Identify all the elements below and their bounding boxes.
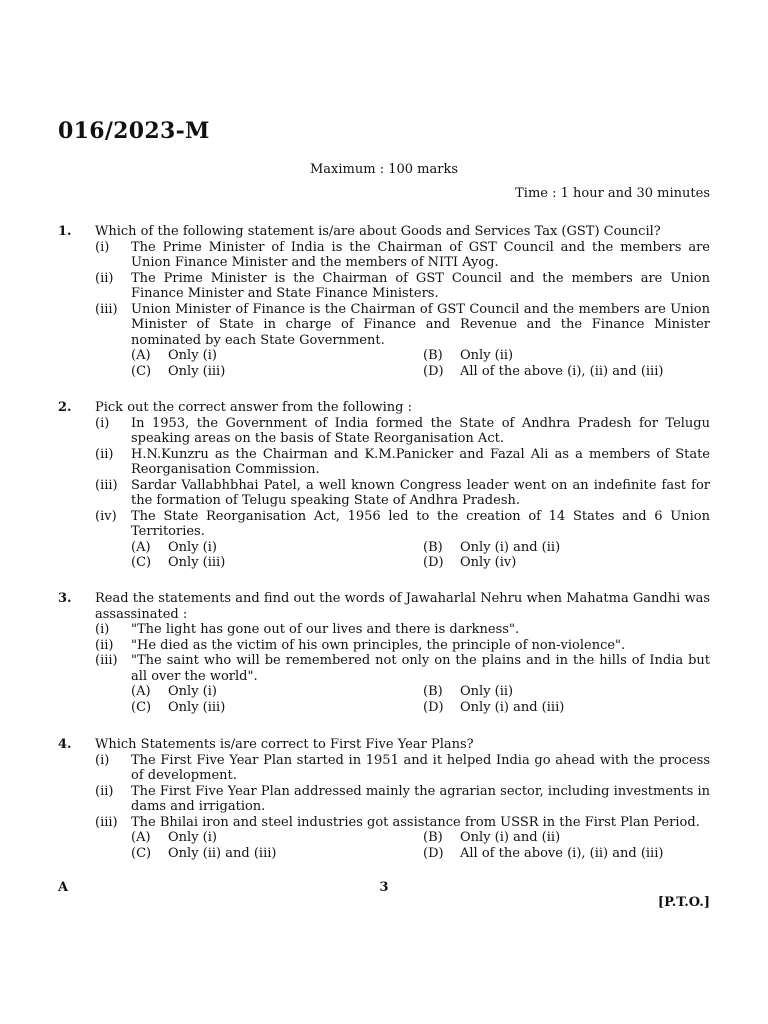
statement-text: In 1953, the Government of India formed the State of Andhra Pradesh for Telugu speaking areas on the basis of State Reorganisation Act. <box>131 415 710 446</box>
option-a <box>131 540 423 556</box>
question-2 <box>58 400 710 571</box>
option-text: Only (i) <box>168 539 217 555</box>
question-text: Which of the following statement is/are about Goods and Services Tax (GST) Council? <box>95 224 661 239</box>
question-number: 2. <box>58 400 72 415</box>
option-text: All of the above (i), (ii) and (iii) <box>460 363 664 379</box>
option-text: Only (iii) <box>168 363 226 379</box>
option-text: Only (i) <box>168 684 217 699</box>
statement-number: (iii) <box>95 301 118 317</box>
question-paper-code: 016/2023-M <box>58 118 210 144</box>
statement <box>95 784 710 815</box>
option-label: (C) <box>131 555 152 570</box>
option-text: All of the above (i), (ii) and (iii) <box>460 845 664 861</box>
option-label: (B) <box>423 539 443 555</box>
statement-number: (iii) <box>95 477 118 493</box>
option-text: Only (i) and (ii) <box>460 830 561 845</box>
option-b <box>423 348 710 364</box>
option-label: (D) <box>423 699 444 715</box>
statement <box>95 416 710 447</box>
page-number: 3 <box>379 880 389 895</box>
option-text: Only (ii) <box>460 348 514 363</box>
question-number: 1. <box>58 224 72 239</box>
option-c <box>131 846 423 862</box>
statement <box>95 753 710 784</box>
option-a <box>131 348 423 364</box>
statement <box>95 447 710 478</box>
option-label: (D) <box>423 555 444 570</box>
statement-text: The Prime Minister of India is the Chairman of GST Council and the members are Union Finance Minister and the members of NITI Ayog. <box>131 239 710 270</box>
maximum-marks: Maximum : 100 marks <box>309 162 458 177</box>
option-d <box>423 555 710 571</box>
statement-number: (iii) <box>95 653 118 668</box>
statement <box>95 240 710 271</box>
answer-options <box>131 348 710 379</box>
question-number: 4. <box>58 737 72 752</box>
statement-number: (ii) <box>95 270 114 286</box>
statement <box>95 302 710 349</box>
statement-text: "The saint who will be remembered not only on the plains and in the hills of India but all over the world". <box>131 653 710 684</box>
option-text: Only (iii) <box>168 699 226 715</box>
option-c <box>131 555 423 571</box>
statement-text: The Prime Minister is the Chairman of GST Council and the members are Union Finance Minister and State Finance Ministers. <box>131 270 710 301</box>
option-label: (C) <box>131 363 152 379</box>
option-label: (D) <box>423 363 444 379</box>
statement-text: "He died as the victim of his own principles, the principle of non-violence". <box>131 637 626 653</box>
option-b <box>423 540 710 556</box>
option-d <box>423 364 710 380</box>
statement-text: The First Five Year Plan started in 1951 and it helped India go ahead with the process of development. <box>131 752 710 783</box>
statement-text: "The light has gone out of our lives and there is darkness". <box>131 622 520 637</box>
option-text: Only (i) and (iii) <box>460 699 565 715</box>
option-label: (B) <box>423 684 443 699</box>
question-text: Which Statements is/are correct to First Five Year Plans? <box>95 737 474 752</box>
statement-number: (iv) <box>95 508 117 524</box>
please-turn-over: [P.T.O.] <box>657 895 710 910</box>
statement-text: The State Reorganisation Act, 1956 led to the creation of 14 States and 6 Union Territories. <box>131 508 710 539</box>
option-label: (D) <box>423 845 444 861</box>
option-label: (A) <box>131 830 151 845</box>
statement-text: The Bhilai iron and steel industries got assistance from USSR in the First Plan Period. <box>131 814 700 830</box>
option-d <box>423 700 710 716</box>
option-label: (B) <box>423 830 443 845</box>
statement-text: Sardar Vallabhbhai Patel, a well known Congress leader went on an indefinite fast for the formation of Telugu speaking State of Andhra Pradesh. <box>131 477 710 508</box>
question-text: Pick out the correct answer from the following : <box>95 400 413 415</box>
statement <box>95 638 710 654</box>
question-1 <box>58 224 710 379</box>
statement-text: H.N.Kunzru as the Chairman and K.M.Panicker and Fazal Ali as a members of State Reorganisation Commission. <box>131 446 710 477</box>
option-text: Only (i) and (ii) <box>460 539 561 555</box>
option-label: (A) <box>131 348 151 363</box>
statement-list <box>95 622 710 684</box>
statement-number: (ii) <box>95 446 114 462</box>
time-allowed: Time : 1 hour and 30 minutes <box>515 186 710 201</box>
statement <box>95 653 710 684</box>
option-label: (C) <box>131 699 152 715</box>
statement-number: (i) <box>95 752 110 768</box>
option-text: Only (i) <box>168 348 217 363</box>
option-a <box>131 830 423 846</box>
statement-number: (ii) <box>95 783 114 799</box>
option-c <box>131 364 423 380</box>
statement <box>95 509 710 540</box>
option-label: (B) <box>423 348 443 363</box>
series-code: A <box>58 880 69 895</box>
option-text: Only (i) <box>168 830 217 845</box>
question-text: Read the statements and find out the words of Jawaharlal Nehru when Mahatma Gandhi was assassinated : <box>95 591 710 622</box>
statement-number: (i) <box>95 415 110 431</box>
statement <box>95 622 710 638</box>
question-3 <box>58 591 710 715</box>
option-label: (A) <box>131 539 151 555</box>
option-text: Only (ii) <box>460 684 514 699</box>
statement-text: The First Five Year Plan addressed mainly the agrarian sector, including investments in dams and irrigation. <box>131 783 710 814</box>
option-text: Only (iv) <box>460 555 517 570</box>
option-a <box>131 684 423 700</box>
option-text: Only (ii) and (iii) <box>168 845 277 861</box>
statement-number: (iii) <box>95 814 118 830</box>
statement-list <box>95 416 710 540</box>
statement <box>95 815 710 831</box>
statement <box>95 271 710 302</box>
statement-number: (i) <box>95 622 110 637</box>
option-text: Only (iii) <box>168 555 226 570</box>
statement-number: (i) <box>95 239 110 255</box>
question-number: 3. <box>58 591 72 606</box>
option-b <box>423 830 710 846</box>
option-d <box>423 846 710 862</box>
answer-options <box>131 830 710 861</box>
answer-options <box>131 540 710 571</box>
statement-number: (ii) <box>95 637 114 653</box>
answer-options <box>131 684 710 715</box>
statement <box>95 478 710 509</box>
option-label: (C) <box>131 845 152 861</box>
question-4 <box>58 737 710 861</box>
option-b <box>423 684 710 700</box>
statement-text: Union Minister of Finance is the Chairman of GST Council and the members are Union Minister of State in charge of Finance and Revenue and the Finance Minister nominated by each State Government. <box>131 301 710 348</box>
statement-list <box>95 240 710 349</box>
option-c <box>131 700 423 716</box>
statement-list <box>95 753 710 831</box>
option-label: (A) <box>131 684 151 699</box>
